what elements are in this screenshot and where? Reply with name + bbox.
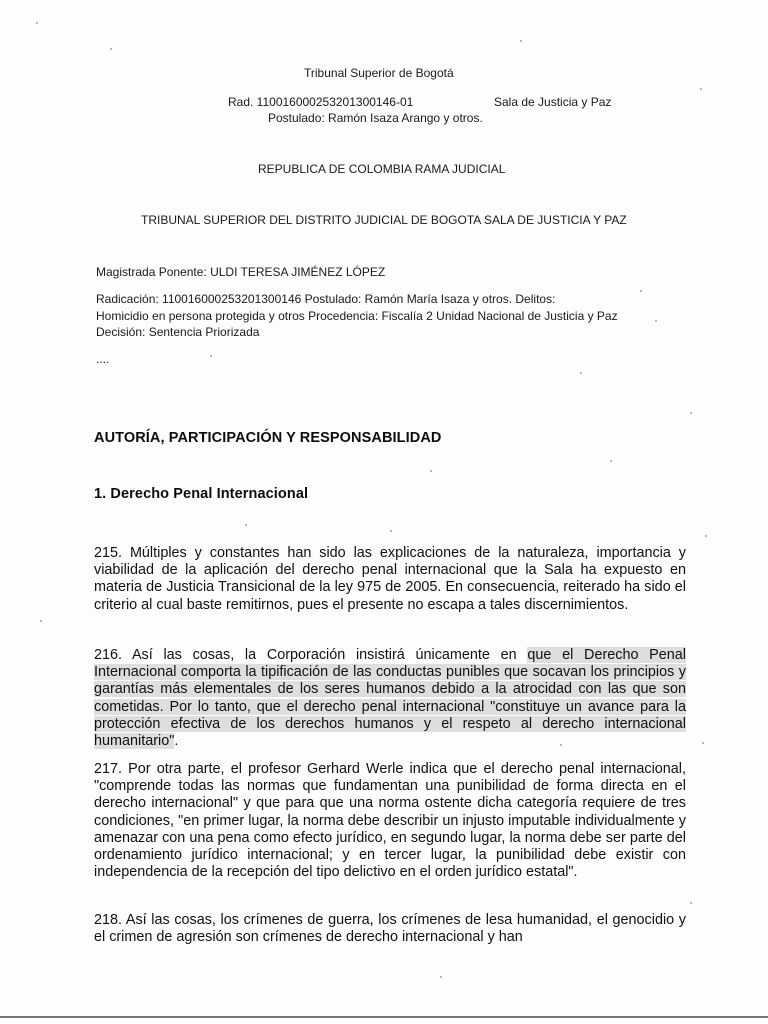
paragraph-215: 215. Múltiples y constantes han sido las explicaciones de la naturaleza, importancia y viabilidad de la aplicación del derecho penal internacional que la Sala ha expuesto en materia de Justicia Transicional de la ley 975 de 2005. En consecuencia, reiterado ha sido el criterio al cual baste remitirnos, pues el presente no escapa a tales discernimientos. [94,545,686,613]
section-subtitle: 1. Derecho Penal Internacional [94,486,309,502]
scan-speck [560,744,562,746]
page-bottom-border [0,1016,768,1018]
homicidio-line: Homicidio en persona protegida y otros Procedencia: Fiscalía 2 Unidad Nacional de Justicia y Paz [96,309,618,323]
paragraph-216 [94,647,686,750]
paragraph-216-end: . [174,733,179,750]
scan-speck [702,742,704,744]
scan-speck [210,355,212,357]
scan-speck [110,48,112,50]
scan-speck [520,40,522,42]
decision-line: Decisión: Sentencia Priorizada [96,325,260,339]
scan-speck [245,524,247,526]
paragraph-216-intro: 216. Así las cosas, la Corporación insistirá únicamente en [94,647,528,663]
scan-speck [580,372,582,374]
scan-speck [690,412,692,414]
scan-speck [700,88,702,90]
scan-speck [655,320,657,322]
radicado-header: Rad. 110016000253201300146-01 [228,95,414,109]
postulado-header: Postulado: Ramón Isaza Arango y otros. [268,111,483,125]
scan-speck [40,620,42,622]
sala-header: Sala de Justicia y Paz [494,95,612,109]
paragraph-218: 218. Así las cosas, los crímenes de guerra, los crímenes de lesa humanidad, el genocidio y el crimen de agresión son crímenes de derecho internacional y han [94,912,686,946]
scan-speck [690,902,692,904]
ellipsis-line: .... [96,352,110,366]
scan-speck [610,460,612,462]
scan-speck [705,535,707,537]
scan-speck [36,22,38,24]
scan-speck [440,976,442,978]
republica-header: REPUBLICA DE COLOMBIA RAMA JUDICIAL [258,162,506,176]
court-header: Tribunal Superior de Bogotá [304,66,454,80]
scan-speck [640,290,642,292]
section-title: AUTORÍA, PARTICIPACIÓN Y RESPONSABILIDAD [94,430,442,446]
scan-speck [390,530,392,532]
paragraph-217: 217. Por otra parte, el profesor Gerhard Werle indica que el derecho penal internacional, "comprende todas las normas que fundamentan una punibilidad de forma directa en el derecho internacional" y que para que una norma ostente dicha categoría requiere de tres condiciones, "en primer lugar, la norma debe describir un injusto imputable individualmente y amenazar con una pena como efecto jurídico, en segundo lugar, la norma debe ser parte del ordenamiento jurídico internacional; y en tercer lugar, la punibilidad debe existir con independencia de la recepción del tipo delictivo en el orden jurídico estatal". [94,761,686,881]
tribunal-full-header: TRIBUNAL SUPERIOR DEL DISTRITO JUDICIAL DE BOGOTA SALA DE JUSTICIA Y PAZ [141,213,627,227]
magistrada-line: Magistrada Ponente: ULDI TERESA JIMÉNEZ LÓPEZ [96,265,386,279]
paragraph-216-highlight: que el Derecho Penal Internacional comporta la tipificación de las conductas punibles que socavan los principios y garantías más elementales de los seres humanos debido a la atrocidad con las que son cometidas. Por lo tanto, que el derecho penal internacional "constituye un avance para la protección efectiva de los derechos humanos y el respeto al derecho internacional humanitario" [94,647,686,750]
radicacion-line: Radicación: 110016000253201300146 Postulado: Ramón María Isaza y otros. Delitos: [96,292,556,306]
scan-speck [430,470,432,472]
